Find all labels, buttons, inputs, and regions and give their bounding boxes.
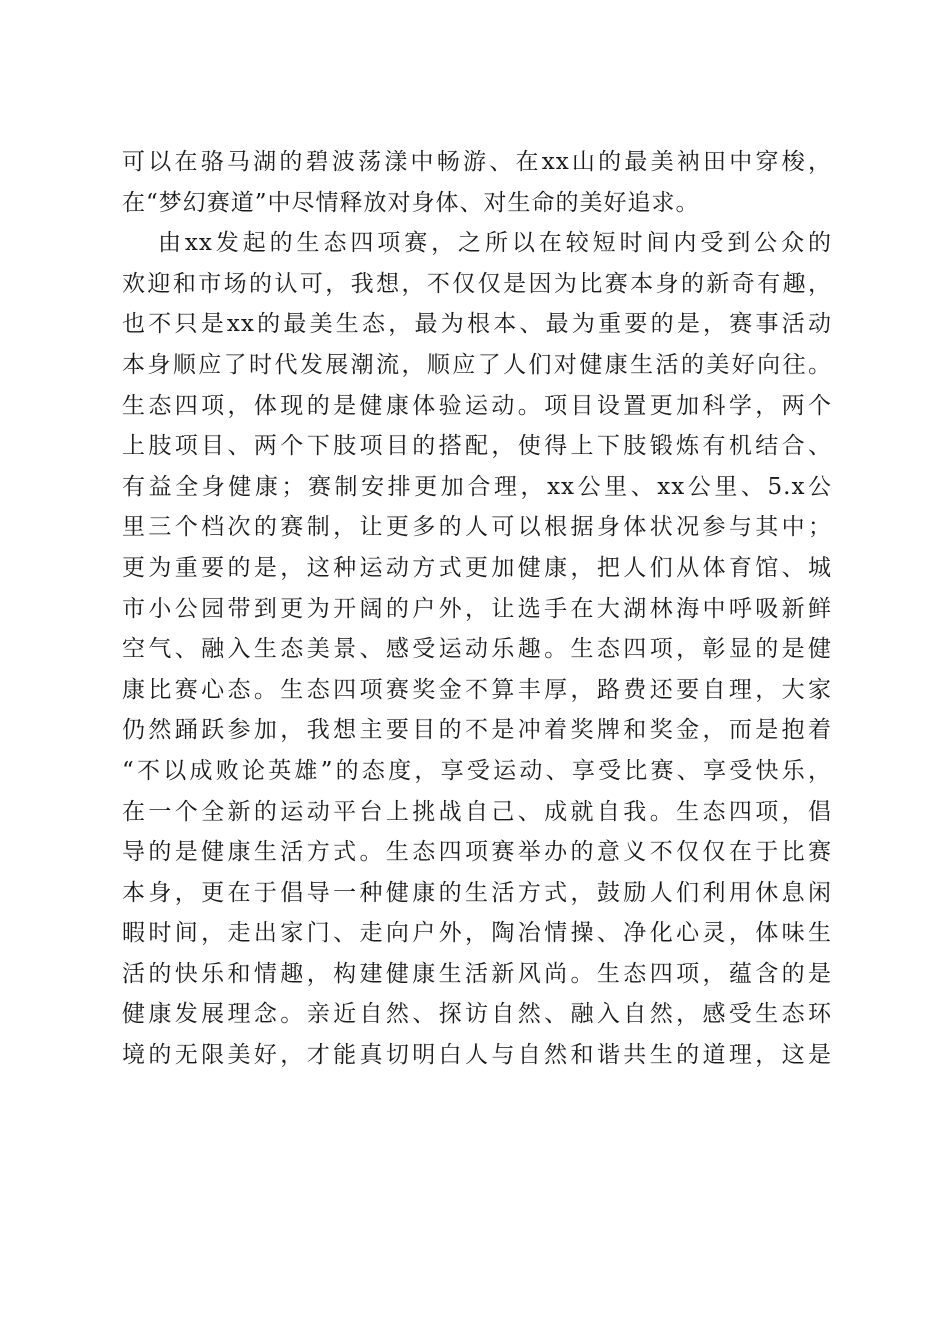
text-line: 境的无限美好，才能真切明白人与自然和谐共生的道理，这是 [122, 1042, 832, 1069]
text-line: 上肢项目、两个下肢项目的搭配，使得上下肢锻炼有机结合、 [122, 433, 832, 460]
text-line: 有益全身健康；赛制安排更加合理，xx公里、xx公里、5.x公 [122, 473, 832, 500]
text-line: 市小公园带到更为开阔的户外，让选手在大湖林海中呼吸新鲜 [122, 595, 832, 622]
text-line: 健康发展理念。亲近自然、探访自然、融入自然，感受生态环 [122, 1001, 832, 1028]
text-line: 本身顺应了时代发展潮流，顺应了人们对健康生活的美好向往。 [122, 351, 832, 378]
text-line: 生态四项，体现的是健康体验运动。项目设置更加科学，两个 [122, 392, 832, 419]
text-line: “不以成败论英雄”的态度，享受运动、享受比赛、享受快乐， [122, 757, 832, 784]
text-line: 导的是健康生活方式。生态四项赛举办的意义不仅仅在于比赛 [122, 839, 832, 866]
text-line: 本身，更在于倡导一种健康的生活方式，鼓励人们利用休息闲 [122, 879, 832, 906]
text-line: 里三个档次的赛制，让更多的人可以根据身体状况参与其中； [122, 514, 832, 541]
text-line: 可以在骆马湖的碧波荡漾中畅游、在xx山的最美衲田中穿梭， [122, 149, 832, 175]
text-line: 仍然踊跃参加，我想主要目的不是冲着奖牌和奖金，而是抱着 [122, 717, 832, 744]
text-line: 在一个全新的运动平台上挑战自己、成就自我。生态四项，倡 [122, 798, 832, 825]
text-line: 康比赛心态。生态四项赛奖金不算丰厚，路费还要自理，大家 [122, 676, 832, 703]
text-line: 也不只是xx的最美生态，最为根本、最为重要的是，赛事活动 [122, 311, 832, 338]
text-line: 暇时间，走出家门、走向户外，陶冶情操、净化心灵，体味生 [122, 920, 832, 947]
text-line: 更为重要的是，这种运动方式更加健康，把人们从体育馆、城 [122, 554, 832, 581]
text-line: 空气、融入生态美景、感受运动乐趣。生态四项，彰显的是健 [122, 636, 832, 663]
paragraph-first-line: 由xx发起的生态四项赛，之所以在较短时间内受到公众的 [158, 230, 832, 257]
text-line: 欢迎和市场的认可，我想，不仅仅是因为比赛本身的新奇有趣， [122, 270, 832, 297]
text-line: 活的快乐和情趣，构建健康生活新风尚。生态四项，蕴含的是 [122, 960, 832, 987]
text-line: 在“梦幻赛道”中尽情释放对身体、对生命的美好追求。 [122, 189, 700, 216]
body-text [122, 142, 832, 1076]
